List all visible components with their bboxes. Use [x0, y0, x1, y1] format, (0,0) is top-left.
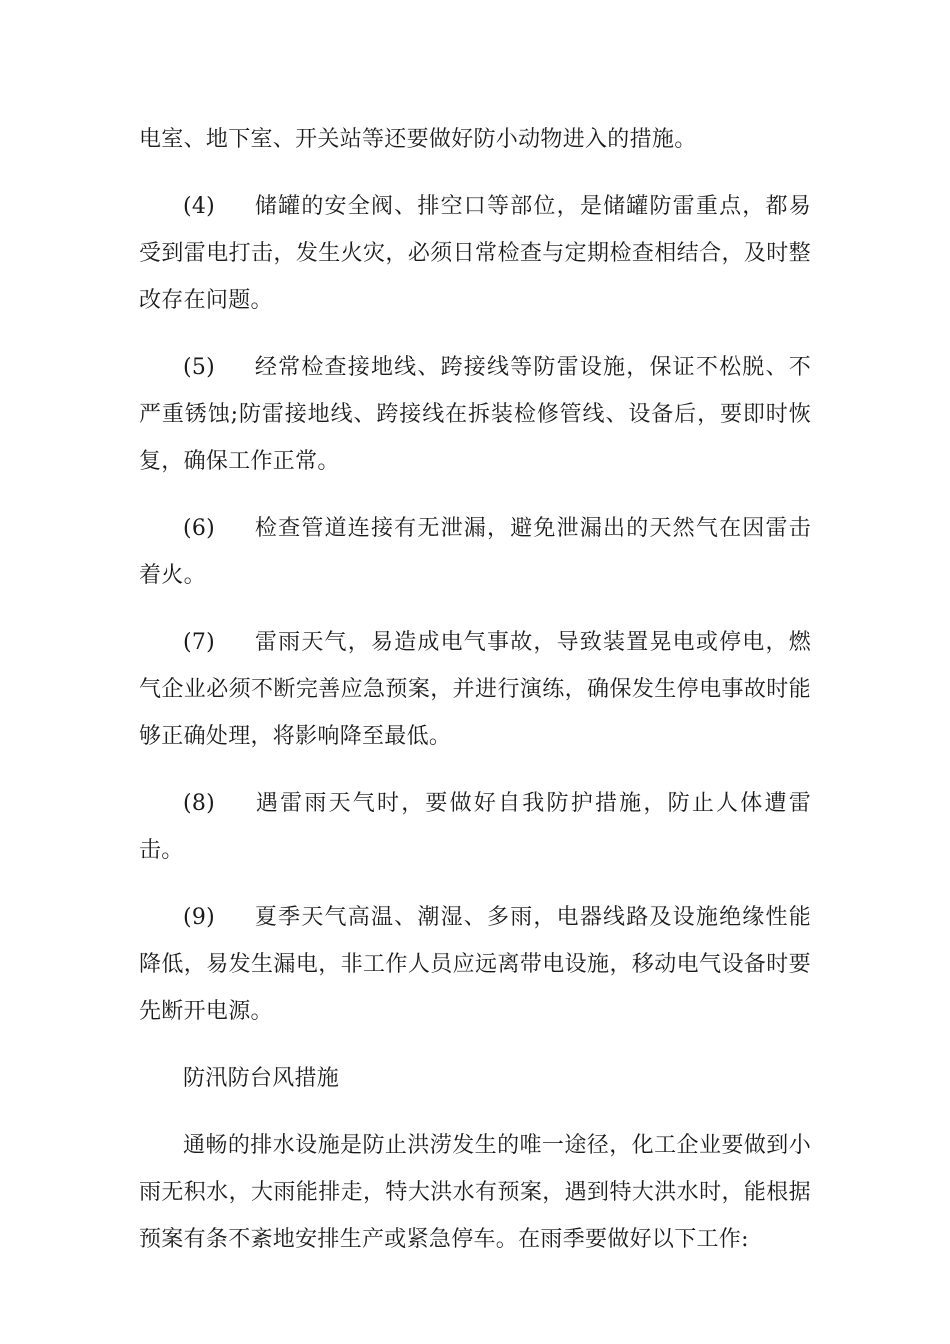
paragraph-text: 经常检查接地线、跨接线等防雷设施，保证不松脱、不严重锈蚀;防雷接地线、跨接线在拆装检修管线、设备后，要即时恢复，确保工作正常。 [139, 355, 811, 474]
paragraph-item-4 [139, 183, 811, 324]
item-number: (4) [183, 194, 216, 219]
paragraph-text: 雷雨天气，易造成电气事故，导致装置晃电或停电，燃气企业必须不断完善应急预案，并进行演练，确保发生停电事故时能够正确处理，将影响降至最低。 [139, 630, 811, 749]
section-heading-text: 防汛防台风措施 [183, 1066, 340, 1091]
item-number: (9) [183, 905, 216, 930]
section-heading [139, 1055, 811, 1102]
item-number: (6) [183, 516, 216, 541]
paragraph-text: 遇雷雨天气时，要做好自我防护措施，防止人体遭雷击。 [139, 791, 811, 863]
item-number: (5) [183, 355, 216, 380]
paragraph-item-9 [139, 894, 811, 1035]
item-number: (8) [183, 791, 216, 816]
paragraph-item-6 [139, 505, 811, 599]
item-number: (7) [183, 630, 216, 655]
paragraph-item-8 [139, 780, 811, 874]
paragraph-text: 通畅的排水设施是防止洪涝发生的唯一途径，化工企业要做到小雨无积水，大雨能排走，特大洪水有预案，遇到特大洪水时，能根据预案有条不紊地安排生产或紧急停车。在雨季要做好以下工作: [139, 1133, 811, 1252]
paragraph-item-7 [139, 619, 811, 760]
paragraph-text: 电室、地下室、开关站等还要做好防小动物进入的措施。 [139, 127, 697, 152]
paragraph-text: 储罐的安全阀、排空口等部位，是储罐防雷重点，都易受到雷电打击，发生火灾，必须日常检查与定期检查相结合，及时整改存在问题。 [139, 194, 811, 313]
document-body [139, 116, 811, 1283]
paragraph-flood-intro [139, 1122, 811, 1263]
paragraph-text: 检查管道连接有无泄漏，避免泄漏出的天然气在因雷击着火。 [139, 516, 811, 588]
paragraph-continuation [139, 116, 811, 163]
paragraph-text: 夏季天气高温、潮湿、多雨，电器线路及设施绝缘性能降低，易发生漏电，非工作人员应远离带电设施，移动电气设备时要先断开电源。 [139, 905, 811, 1024]
paragraph-item-5 [139, 344, 811, 485]
